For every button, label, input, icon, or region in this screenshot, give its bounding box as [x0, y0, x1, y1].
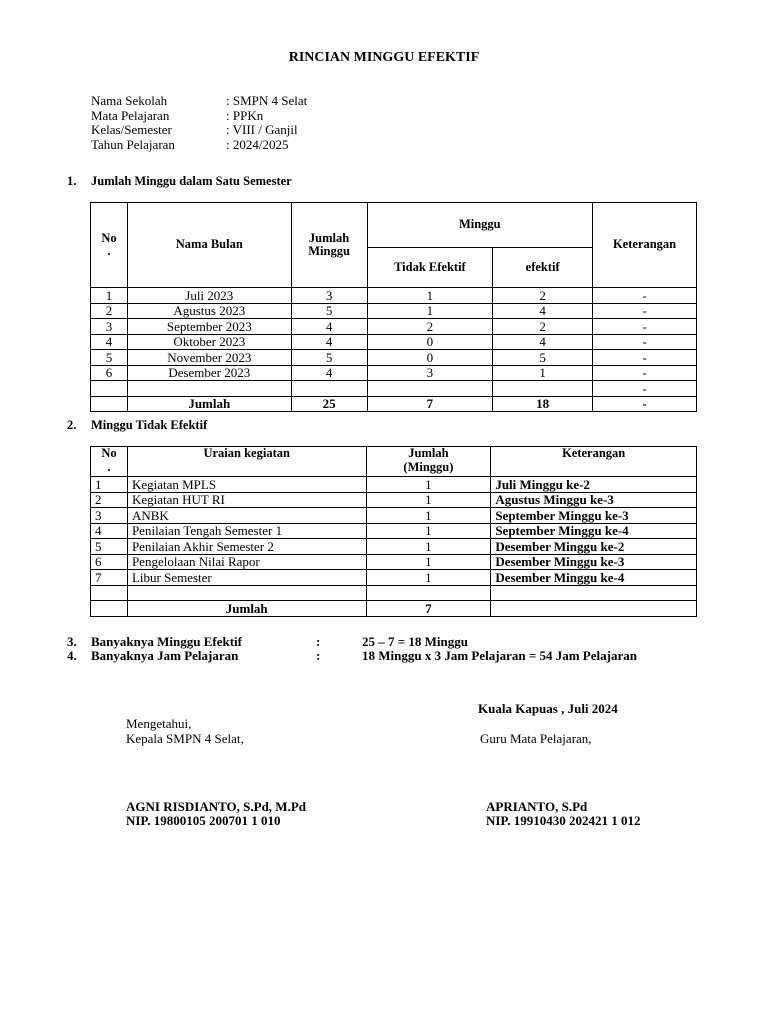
table-row: 4 Penilaian Tengah Semester 1 1 September Minggu ke-4: [91, 523, 697, 539]
info-value: : VIII / Ganjil: [226, 122, 298, 137]
principal-nip: NIP. 19800105 200701 1 010: [126, 813, 281, 828]
table-row: 6 Desember 2023 4 3 1 -: [91, 365, 697, 381]
header-keterangan: Keterangan: [491, 447, 697, 477]
header-uraian: Uraian kegiatan: [127, 447, 366, 477]
header-no: No .: [91, 447, 128, 477]
info-row: [91, 138, 307, 153]
table-row: 4 Oktober 2023 4 0 4 -: [91, 334, 697, 350]
page-title: RINCIAN MINGGU EFEKTIF: [288, 50, 480, 65]
table-row: 2 Agustus 2023 5 1 4 -: [91, 303, 697, 319]
info-label: Tahun Pelajaran: [91, 136, 175, 152]
section-title: Jumlah Minggu dalam Satu Semester: [91, 174, 292, 188]
table-row: 1 Juli 2023 3 1 2 -: [91, 288, 697, 304]
table-row: 5 November 2023 5 0 5 -: [91, 350, 697, 366]
place-date: Kuala Kapuas , Juli 2024: [478, 701, 618, 716]
info-label: Kelas/Semester: [91, 122, 172, 137]
table-row: 6 Pengelolaan Nilai Rapor 1 Desember Minggu ke-3: [91, 554, 697, 570]
table-header-row: [91, 203, 697, 248]
table-row: -: [91, 381, 697, 397]
header-jumlah: Jumlah (Minggu): [366, 447, 491, 477]
info-label: Nama Sekolah: [91, 93, 168, 108]
table-row: 2 Kegiatan HUT RI 1 Agustus Minggu ke-3: [91, 492, 697, 508]
info-row: [91, 94, 307, 109]
table-header-row: [91, 447, 697, 477]
table-row: 7 Libur Semester 1 Desember Minggu ke-4: [91, 570, 697, 586]
header-tidak-efektif: Tidak Efektif: [367, 248, 493, 288]
info-value: : SMPN 4 Selat: [226, 93, 308, 108]
table-row: 3 ANBK 1 September Minggu ke-3: [91, 508, 697, 524]
section-title: Minggu Tidak Efektif: [91, 418, 208, 432]
section-number: 1.: [67, 174, 77, 188]
header-efektif: efektif: [493, 248, 593, 288]
table-row: 5 Penilaian Akhir Semester 2 1 Desember Minggu ke-2: [91, 539, 697, 555]
header-nama-bulan: Nama Bulan: [127, 203, 291, 288]
table-row: 3 September 2023 4 2 2 -: [91, 319, 697, 335]
info-block: [91, 94, 307, 152]
teacher-nip: NIP. 19910430 202421 1 012: [486, 813, 641, 828]
principal-name: AGNI RISDIANTO, S.Pd, M.Pd: [126, 799, 306, 814]
info-value: : PPKn: [226, 107, 264, 123]
effective-weeks-table: [90, 202, 697, 412]
teacher-name: APRIANTO, S.Pd: [486, 799, 588, 814]
non-effective-weeks-table: [90, 446, 697, 617]
header-keterangan: Keterangan: [593, 203, 697, 288]
table-total-row: Jumlah 7: [91, 601, 697, 617]
section-1-heading: [67, 174, 292, 189]
mengetahui-label: Mengetahui,: [126, 716, 192, 731]
header-minggu: Minggu: [367, 203, 593, 248]
info-row: [91, 123, 307, 138]
table-row: [91, 585, 697, 601]
header-jumlah-minggu: Jumlah Minggu: [291, 203, 367, 288]
info-row: [91, 109, 307, 124]
principal-title: Kepala SMPN 4 Selat,: [126, 731, 244, 746]
info-label: Mata Pelajaran: [91, 107, 170, 123]
table-total-row: Jumlah 25 7 18 -: [91, 396, 697, 412]
section-2-heading: [67, 418, 207, 433]
table-row: 1 Kegiatan MPLS 1 Juli Minggu ke-2: [91, 477, 697, 493]
header-no: No .: [91, 203, 128, 288]
info-value: : 2024/2025: [226, 136, 289, 152]
teacher-title: Guru Mata Pelajaran,: [480, 731, 592, 746]
section-number: 2.: [67, 418, 77, 432]
